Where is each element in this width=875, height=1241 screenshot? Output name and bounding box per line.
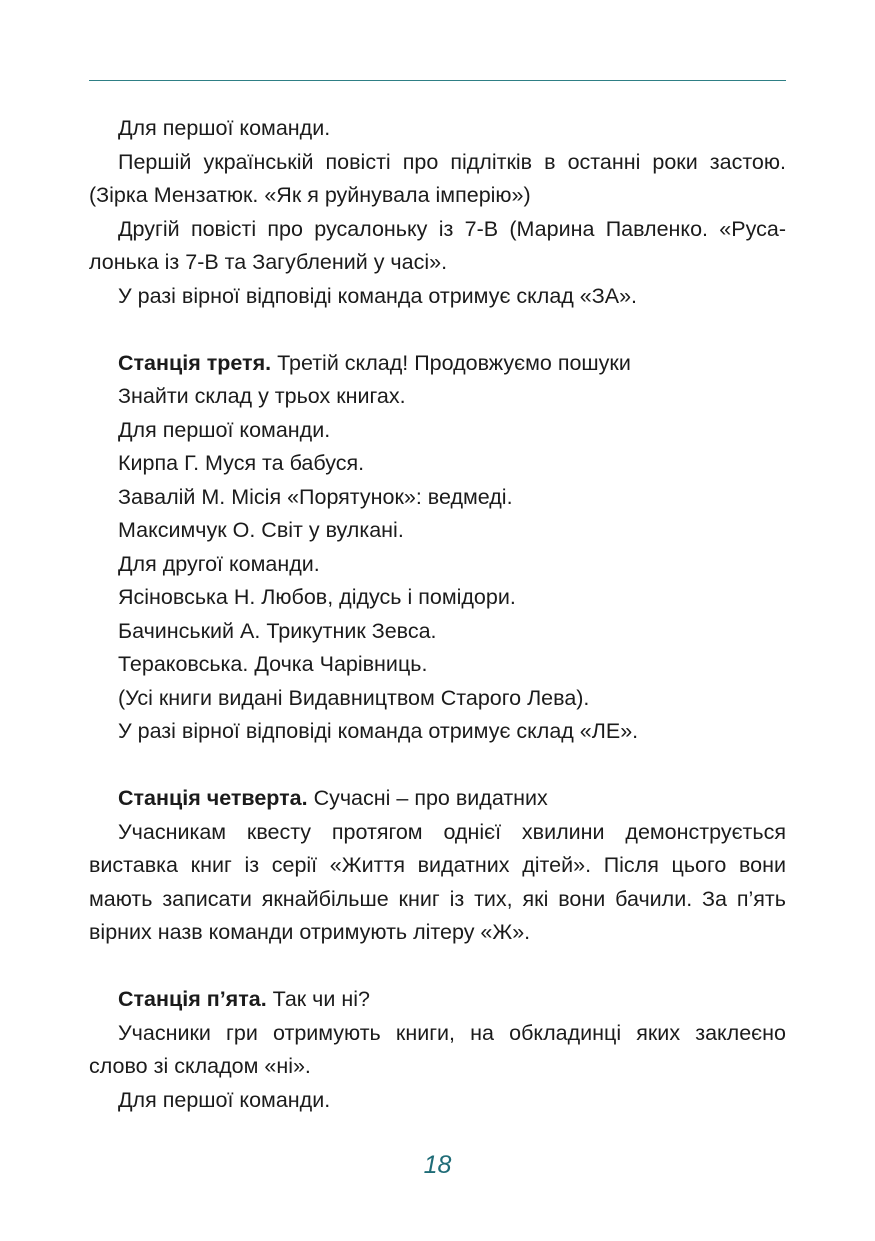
- page-number: 18: [423, 1151, 452, 1179]
- section-heading: Станція п’ята.: [118, 987, 267, 1011]
- paragraph: У разі вірної відповіді команда отримує склад «ЛЕ».: [118, 719, 639, 743]
- paragraph: Учасникам квесту протягом однієї хвилини демонструється виставка книг із серії «Життя видатних дітей». Після цього вони мають записати якнайбільше книг із тих, які вони бачили. За п’ять вірних назв команди отримують літеру «Ж».: [89, 819, 786, 944]
- paragraph: Другій повісті про русалоньку із 7-В (Марина Павленко. «Русалонька із 7-В та Загублений у часі».: [89, 216, 786, 274]
- paragraph: Знайти склад у трьох книгах.: [118, 384, 406, 408]
- paragraph: Для першої команди.: [118, 417, 331, 442]
- body-text: [89, 112, 786, 1117]
- paragraph: Першій українській повісті про підлітків в останні роки застою. (Зірка Мензатюк. «Як я руйнувала імперію»): [89, 149, 786, 207]
- section-heading: Станція четверта.: [118, 786, 308, 810]
- paragraph: Для другої команди.: [118, 551, 320, 576]
- section-heading-paragraph: [89, 983, 786, 1017]
- paragraph: Кирпа Г. Муся та бабуся.: [118, 451, 365, 475]
- section-gap: [89, 749, 786, 783]
- paragraph: Ясіновська Н. Любов, дідусь і помідори.: [118, 585, 516, 609]
- section-heading-paragraph: [89, 782, 786, 816]
- section-heading-text: Так чи ні?: [266, 987, 370, 1011]
- paragraph: Максимчук О. Світ у вулкані.: [118, 518, 404, 542]
- paragraph: Завалій М. Місія «Порятунок»: ведмеді.: [118, 484, 513, 509]
- paragraph: Тераковська. Дочка Чарівниць.: [118, 652, 428, 676]
- section-heading-text: Третій склад! Продовжуємо пошуки: [271, 350, 631, 375]
- paragraph: У разі вірної відповіді команда отримує склад «ЗА».: [118, 283, 638, 308]
- header-rule: [89, 80, 786, 81]
- paragraph: Бачинський А. Трикутник Зевса.: [118, 618, 437, 643]
- paragraph: Для першої команди.: [118, 116, 331, 140]
- section-heading: Станція третя.: [118, 350, 272, 375]
- section-heading-text: Сучасні – про видатних: [307, 786, 548, 810]
- paragraph: Учасники гри отримують книги, на обкладинці яких заклеєно слово зі складом «ні».: [89, 1020, 786, 1078]
- section-heading-paragraph: [89, 347, 786, 381]
- section-gap: [89, 950, 786, 984]
- section-gap: [89, 313, 786, 347]
- paragraph: (Усі книги видані Видавництвом Старого Лева).: [118, 685, 590, 710]
- paragraph: Для першої команди.: [118, 1087, 331, 1112]
